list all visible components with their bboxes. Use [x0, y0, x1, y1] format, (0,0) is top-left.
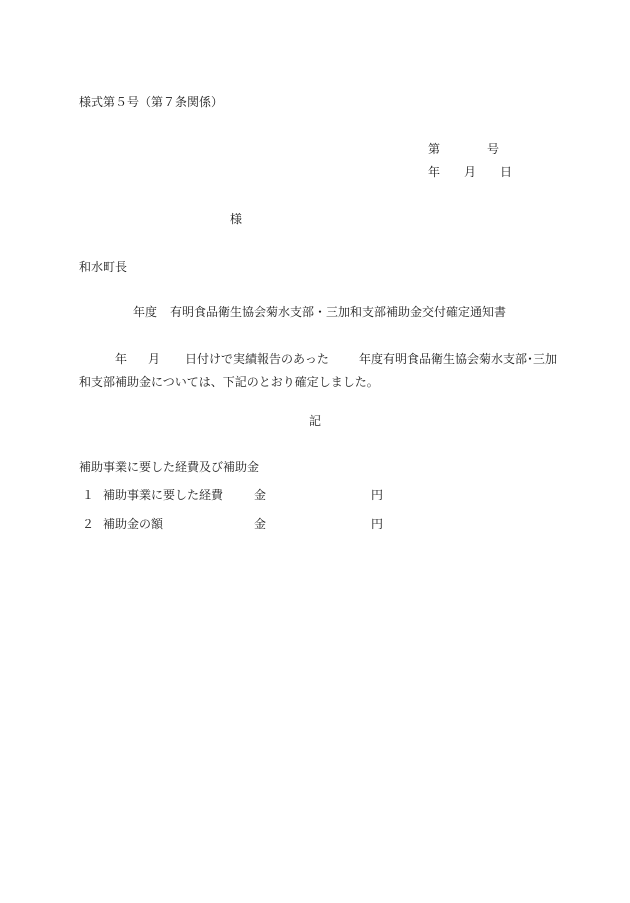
body-fiscal-phrase: 年度有明食品衛生協会菊水支部･三加	[359, 352, 558, 366]
item-1-label: 補助事業に要した経費	[103, 488, 224, 502]
item-2-kin: 金	[254, 517, 267, 531]
issuer: 和水町長	[79, 260, 128, 274]
document-number-prefix: 第	[428, 142, 441, 156]
addressee-suffix: 様	[230, 212, 243, 226]
date-year: 年	[428, 165, 441, 179]
date-day: 日	[500, 165, 513, 179]
item-1-kin: 金	[254, 488, 267, 502]
document-number-suffix: 号	[487, 142, 500, 156]
body-year: 年	[115, 352, 128, 366]
document-title: 有明食品衛生協会菊水支部・三加和支部補助金交付確定通知書	[170, 305, 507, 319]
item-2-label: 補助金の額	[103, 517, 164, 531]
item-1-en: 円	[371, 488, 384, 502]
title-year-suffix: 年度	[133, 305, 158, 319]
ki-heading: 記	[309, 414, 322, 428]
item-2-number: ２	[82, 517, 95, 531]
form-label: 様式第５号（第７条関係）	[79, 95, 224, 109]
body-line-2: 和支部補助金については、下記のとおり確定しました。	[79, 375, 379, 389]
item-1-number: １	[82, 488, 95, 502]
body-month: 月	[148, 352, 161, 366]
body-date-phrase: 日付けで実績報告のあった	[185, 352, 329, 366]
section-title: 補助事業に要した経費及び補助金	[79, 460, 260, 474]
item-2-en: 円	[371, 517, 384, 531]
date-month: 月	[464, 165, 477, 179]
